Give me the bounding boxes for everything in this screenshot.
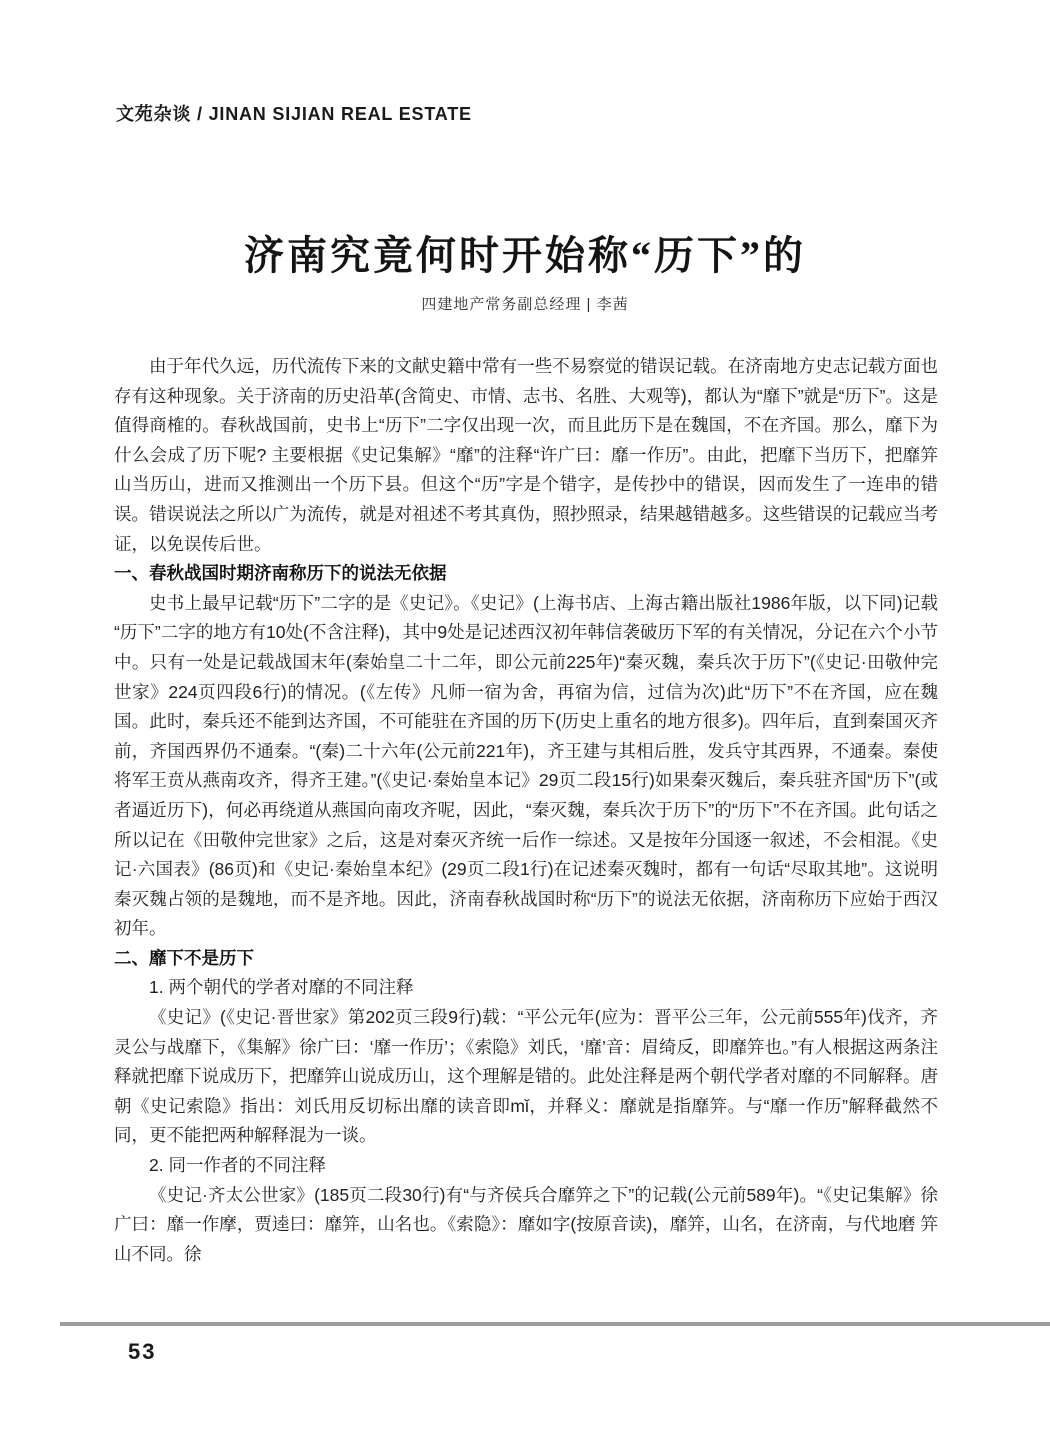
article-body — [114, 352, 938, 1269]
article-byline: 四建地产常务副总经理 | 李茜 — [421, 296, 629, 313]
page-header — [116, 100, 472, 126]
section-1-heading: 一、春秋战国时期济南称历下的说法无依据 — [114, 563, 447, 584]
section-2-heading: 二、靡下不是历下 — [114, 947, 254, 968]
intro-paragraph: 由于年代久远，历代流传下来的文献史籍中常有一些不易察觉的错误记载。在济南地方史志记载方面也存有这种现象。关于济南的历史沿革(含简史、市情、志书、名胜、大观等)，都认为“靡下”就是“历下”。这是值得商榷的。春秋战国前，史书上“历下”二字仅出现一次，而且此历下是在魏国，不在齐国。那么，靡下为什么会成了历下呢? 主要根据《史记集解》“靡”的注释“许广曰：靡一作历”。由此，把靡下当历下，把靡笄山当历山，进而又推测出一个历下县。但这个“历”字是个错字，是传抄中的错误，因而发生了一连串的错误。错误说法之所以广为流传，就是对祖述不考其真伪，照抄照录，结果越错越多。这些错误的记载应当考证，以免误传后世。 — [114, 356, 938, 554]
subsection-2-paragraph: 《史记·齐太公世家》(185页二段30行)有“与齐侯兵合靡笄之下”的记载(公元前589年)。“《史记集解》徐广曰：靡一作摩，贾逵曰：靡笄，山名也。《索隐》：靡如字(按原音读)，靡笄，山名，在济南，与代地磨 笄山不同。徐 — [114, 1184, 938, 1264]
subsection-2-heading: 2. 同一作者的不同注释 — [149, 1155, 326, 1176]
subsection-1-heading: 1. 两个朝代的学者对靡的不同注释 — [149, 977, 414, 998]
article-title: 济南究竟何时开始称“历下”的 — [244, 233, 806, 278]
section-1-paragraph: 史书上最早记载“历下”二字的是《史记》。《史记》(上海书店、上海古籍出版社1986年版，以下同)记载“历下”二字的地方有10处(不含注释)，其中9处是记述西汉初年韩信袭破历下军的有关情况，分记在六个小节中。只有一处是记载战国末年(秦始皇二十二年，即公元前225年)“秦灭魏，秦兵次于历下”(《史记·田敬仲完世家》224页四段6行)的情况。(《左传》凡师一宿为舍，再宿为信，过信为次)此“历下”不在齐国，应在魏国。此时，秦兵还不能到达齐国，不可能驻在齐国的历下(历史上重名的地方很多)。四年后，直到秦国灭齐前，齐国西界仍不通秦。“(秦)二十六年(公元前221年)，齐王建与其相后胜，发兵守其西界，不通秦。秦使将军王贲从燕南攻齐，得齐王建。”(《史记·秦始皇本记》29页二段15行)如果秦灭魏后，秦兵驻齐国“历下”(或者逼近历下)，何必再绕道从燕国向南攻齐呢，因此，“秦灭魏，秦兵次于历下”的“历下”不在齐国。此句话之所以记在《田敬仲完世家》之后，这是对秦灭齐统一后作一综述。又是按年分国逐一叙述，不会相混。《史记·六国表》(86页)和《史记·秦始皇本纪》(29页二段1行)在记述秦灭魏时，都有一句话“尽取其地”。这说明秦灭魏占领的是魏地，而不是齐地。因此，济南春秋战国时称“历下”的说法无依据，济南称历下应始于西汉初年。 — [114, 592, 938, 939]
subsection-1-paragraph: 《史记》(《史记·晋世家》第202页三段9行)载：“平公元年(应为：晋平公三年，公元前555年)伐齐，齐灵公与战靡下，《集解》徐广曰：‘靡一作历’；《索隐》刘氏，‘靡’音：眉绮反，即靡笄也。”有人根据这两条注释就把靡下说成历下，把靡笄山说成历山，这个理解是错的。此处注释是两个朝代学者对靡的不同解释。唐朝《史记索隐》指出：刘氏用反切标出靡的读音即mǐ，并释义：靡就是指靡笄。与“靡一作历”解释截然不同，更不能把两种解释混为一谈。 — [114, 1007, 938, 1146]
header-text: 文苑杂谈 / JINAN SIJIAN REAL ESTATE — [116, 104, 472, 124]
page-number: 53 — [128, 1339, 157, 1364]
footer-divider — [60, 1322, 1050, 1326]
